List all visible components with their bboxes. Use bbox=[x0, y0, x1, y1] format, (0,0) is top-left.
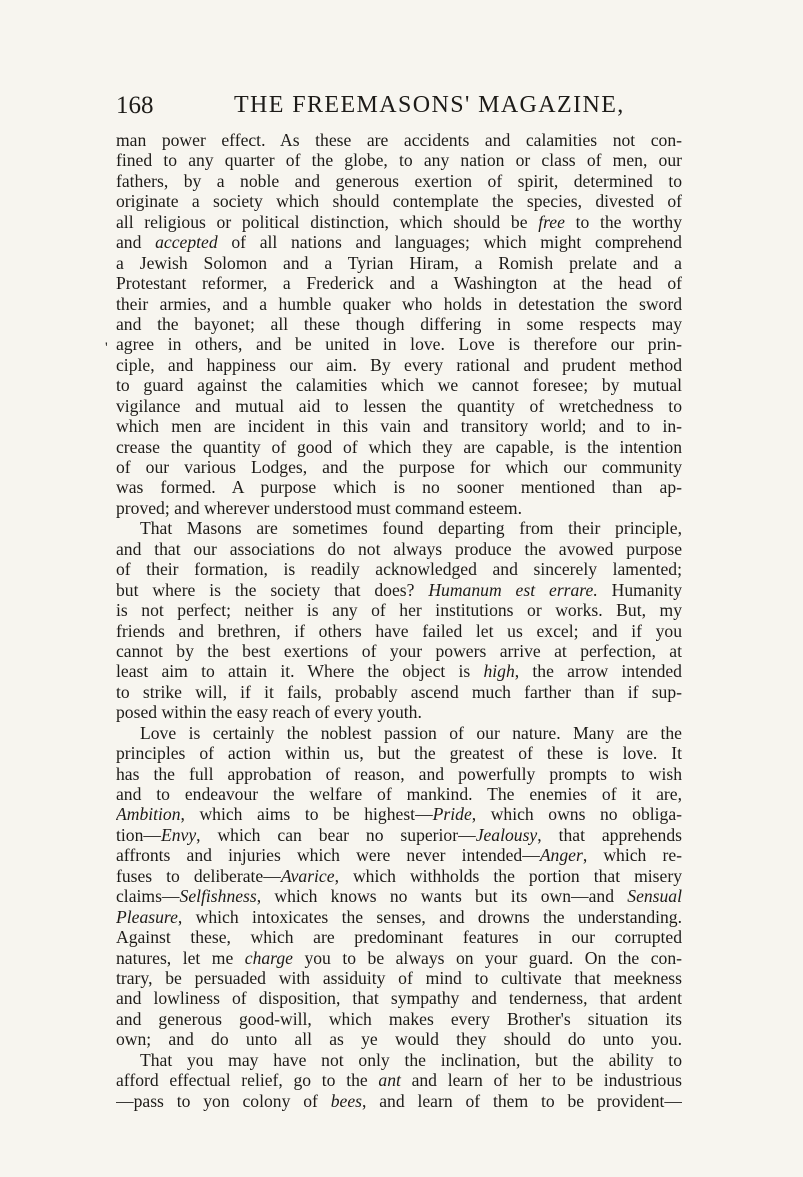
italic-text: charge bbox=[244, 947, 293, 968]
text-segment: , which withholds the portion that misery bbox=[334, 865, 682, 886]
text-line bbox=[116, 661, 682, 681]
text-line bbox=[116, 1009, 682, 1029]
italic-text: Jealousy bbox=[475, 824, 538, 845]
text-segment: originate a society which should contemplate the species, divested of bbox=[116, 191, 682, 212]
text-line bbox=[116, 130, 682, 150]
text-segment: proved; and wherever understood must command esteem. bbox=[116, 497, 523, 518]
text-line bbox=[116, 948, 682, 968]
text-line bbox=[116, 764, 682, 784]
text-segment: afford effectual relief, go to the bbox=[116, 1070, 379, 1091]
italic-text: Avarice bbox=[280, 865, 335, 886]
text-segment: was formed. A purpose which is no sooner mentioned than ap- bbox=[116, 477, 682, 498]
text-segment: has the full approbation of reason, and powerfully prompts to wish bbox=[116, 763, 682, 784]
text-segment: their armies, and a humble quaker who holds in detestation the sword bbox=[116, 293, 682, 314]
text-line bbox=[116, 539, 682, 559]
text-segment: you to be always on your guard. On the con- bbox=[292, 947, 682, 968]
text-line bbox=[116, 498, 682, 518]
text-segment: —pass to yon colony of bbox=[116, 1090, 331, 1111]
text-line bbox=[116, 743, 682, 763]
text-line bbox=[116, 477, 682, 497]
text-line bbox=[116, 355, 682, 375]
italic-text: Envy bbox=[160, 824, 197, 845]
text-line bbox=[116, 212, 682, 232]
text-line bbox=[116, 580, 682, 600]
text-line bbox=[116, 1070, 682, 1090]
text-segment: claims— bbox=[116, 886, 180, 907]
running-title: THE FREEMASONS' MAGAZINE, bbox=[234, 92, 625, 118]
text-segment: Love is certainly the noblest passion of our nature. Many are the bbox=[140, 722, 682, 743]
text-segment: tion— bbox=[116, 824, 161, 845]
text-line bbox=[116, 641, 682, 661]
text-segment: ciple, and happiness our aim. By every rational and prudent method bbox=[116, 354, 682, 375]
italic-text: Ambition bbox=[116, 804, 181, 825]
text-line bbox=[116, 375, 682, 395]
text-segment: friends and brethren, if others have failed let us excel; and if you bbox=[116, 620, 682, 641]
text-line bbox=[116, 927, 682, 947]
text-line bbox=[116, 314, 682, 334]
italic-text: accepted bbox=[155, 232, 218, 253]
italic-text: Pride bbox=[432, 804, 472, 825]
text-segment: which men are incident in this vain and transitory world; and to in- bbox=[116, 416, 682, 437]
text-segment: and to endeavour the welfare of mankind. The enemies of it are, bbox=[116, 784, 682, 804]
text-segment: , and learn of them to be provident— bbox=[361, 1090, 682, 1111]
text-line bbox=[116, 294, 682, 314]
text-segment: vigilance and mutual aid to lessen the quantity of wretchedness to bbox=[116, 395, 682, 416]
text-line bbox=[116, 621, 682, 641]
text-segment: and that our associations do not always produce the avowed purpose bbox=[116, 538, 682, 559]
text-line bbox=[116, 273, 682, 293]
text-segment: to the worthy bbox=[564, 211, 682, 232]
text-line bbox=[116, 437, 682, 457]
text-segment: own; and do unto all as ye would they should do unto you. bbox=[116, 1029, 682, 1050]
text-line bbox=[116, 968, 682, 988]
text-segment: and generous good-will, which makes every Brother's situation its bbox=[116, 1008, 682, 1029]
text-line bbox=[116, 988, 682, 1008]
italic-text: Pleasure bbox=[116, 906, 178, 927]
text-segment: to strike will, if it fails, probably ascend much farther than if sup- bbox=[116, 681, 682, 702]
text-segment: and bbox=[116, 232, 156, 253]
italic-text: Anger bbox=[539, 845, 583, 866]
text-line bbox=[116, 784, 682, 804]
text-segment: a Jewish Solomon and a Tyrian Hiram, a Romish prelate and a bbox=[116, 252, 682, 273]
text-segment: principles of action within us, but the greatest of these is love. It bbox=[116, 743, 682, 764]
page-number: 168 bbox=[116, 92, 154, 119]
text-segment: of their formation, is readily acknowledged and sincerely lamented; bbox=[116, 559, 682, 580]
text-segment: trary, be persuaded with assiduity of mind to cultivate that meekness bbox=[116, 967, 682, 988]
text-line bbox=[116, 150, 682, 170]
text-segment: and lowliness of disposition, that sympathy and tenderness, that ardent bbox=[116, 988, 682, 1009]
text-segment: and learn of her to be industrious bbox=[400, 1070, 682, 1091]
text-segment: but where is the society that does? bbox=[116, 579, 429, 600]
text-segment: , which owns no obliga- bbox=[471, 804, 682, 825]
text-line bbox=[116, 702, 682, 722]
italic-text: bees bbox=[330, 1090, 362, 1111]
text-segment: is not perfect; neither is any of her institutions or works. But, my bbox=[116, 600, 682, 621]
text-line bbox=[116, 600, 682, 620]
text-line bbox=[116, 682, 682, 702]
text-line bbox=[116, 396, 682, 416]
text-line bbox=[116, 191, 682, 211]
text-segment: , which aims to be highest— bbox=[180, 804, 433, 825]
italic-text: Humanum est errare. bbox=[428, 579, 598, 600]
text-line bbox=[116, 334, 682, 354]
text-segment: posed within the easy reach of every youth. bbox=[116, 702, 422, 723]
text-segment: Humanity bbox=[597, 579, 682, 600]
italic-text: Sensual bbox=[627, 886, 682, 907]
text-segment: affronts and injuries which were never intended— bbox=[116, 845, 540, 866]
text-segment: fined to any quarter of the globe, to any nation or class of men, our bbox=[116, 150, 682, 171]
body-text bbox=[116, 130, 682, 1111]
text-segment: least aim to attain it. Where the object is bbox=[116, 661, 484, 682]
text-segment: of our various Lodges, and the purpose for which our community bbox=[116, 457, 682, 477]
stray-mark: ' bbox=[105, 340, 108, 356]
text-segment: That Masons are sometimes found departing from their principle, bbox=[140, 518, 682, 539]
text-segment: , which intoxicates the senses, and drowns the understanding. bbox=[177, 906, 682, 927]
text-line bbox=[116, 457, 682, 477]
text-segment: man power effect. As these are accidents and calamities not con- bbox=[116, 130, 682, 150]
text-line bbox=[116, 723, 682, 743]
italic-text: high bbox=[483, 661, 515, 682]
text-segment: of all nations and languages; which might comprehend bbox=[217, 232, 682, 253]
text-line bbox=[116, 232, 682, 252]
italic-text: Selfishness bbox=[179, 886, 257, 907]
text-segment: to guard against the calamities which we cannot foresee; by mutual bbox=[116, 375, 682, 396]
text-line bbox=[116, 825, 682, 845]
text-line bbox=[116, 886, 682, 906]
text-line bbox=[116, 1091, 682, 1111]
text-line bbox=[116, 559, 682, 579]
text-line bbox=[116, 845, 682, 865]
text-line bbox=[116, 253, 682, 273]
text-segment: , which re- bbox=[582, 845, 682, 866]
text-line bbox=[116, 416, 682, 436]
text-segment: , which knows no wants but its own—and bbox=[256, 886, 628, 907]
text-segment: all religious or political distinction, which should be bbox=[116, 211, 539, 232]
text-line bbox=[116, 804, 682, 824]
text-segment: crease the quantity of good of which they are capable, is the intention bbox=[116, 436, 682, 457]
page-header bbox=[116, 92, 686, 128]
text-line bbox=[116, 907, 682, 927]
text-line bbox=[116, 1029, 682, 1049]
text-line bbox=[116, 866, 682, 886]
text-segment: That you may have not only the inclination, but the ability to bbox=[140, 1049, 682, 1070]
italic-text: free bbox=[538, 211, 565, 232]
text-segment: cannot by the best exertions of your powers arrive at perfection, at bbox=[116, 640, 682, 661]
text-line bbox=[116, 171, 682, 191]
text-segment: fathers, by a noble and generous exertion of spirit, determined to bbox=[116, 170, 682, 191]
text-segment: Protestant reformer, a Frederick and a Washington at the head of bbox=[116, 273, 682, 294]
text-line bbox=[116, 518, 682, 538]
text-segment: fuses to deliberate— bbox=[116, 865, 281, 886]
text-segment: natures, let me bbox=[116, 947, 245, 968]
text-segment: , the arrow intended bbox=[514, 661, 682, 682]
text-segment: , which can bear no superior— bbox=[196, 824, 476, 845]
italic-text: ant bbox=[378, 1070, 401, 1091]
text-segment: , that apprehends bbox=[537, 824, 682, 845]
text-segment: Against these, which are predominant features in our corrupted bbox=[116, 927, 682, 948]
text-segment: and the bayonet; all these though differing in some respects may bbox=[116, 313, 682, 334]
text-segment: agree in others, and be united in love. Love is therefore our prin- bbox=[116, 334, 682, 355]
text-line bbox=[116, 1050, 682, 1070]
